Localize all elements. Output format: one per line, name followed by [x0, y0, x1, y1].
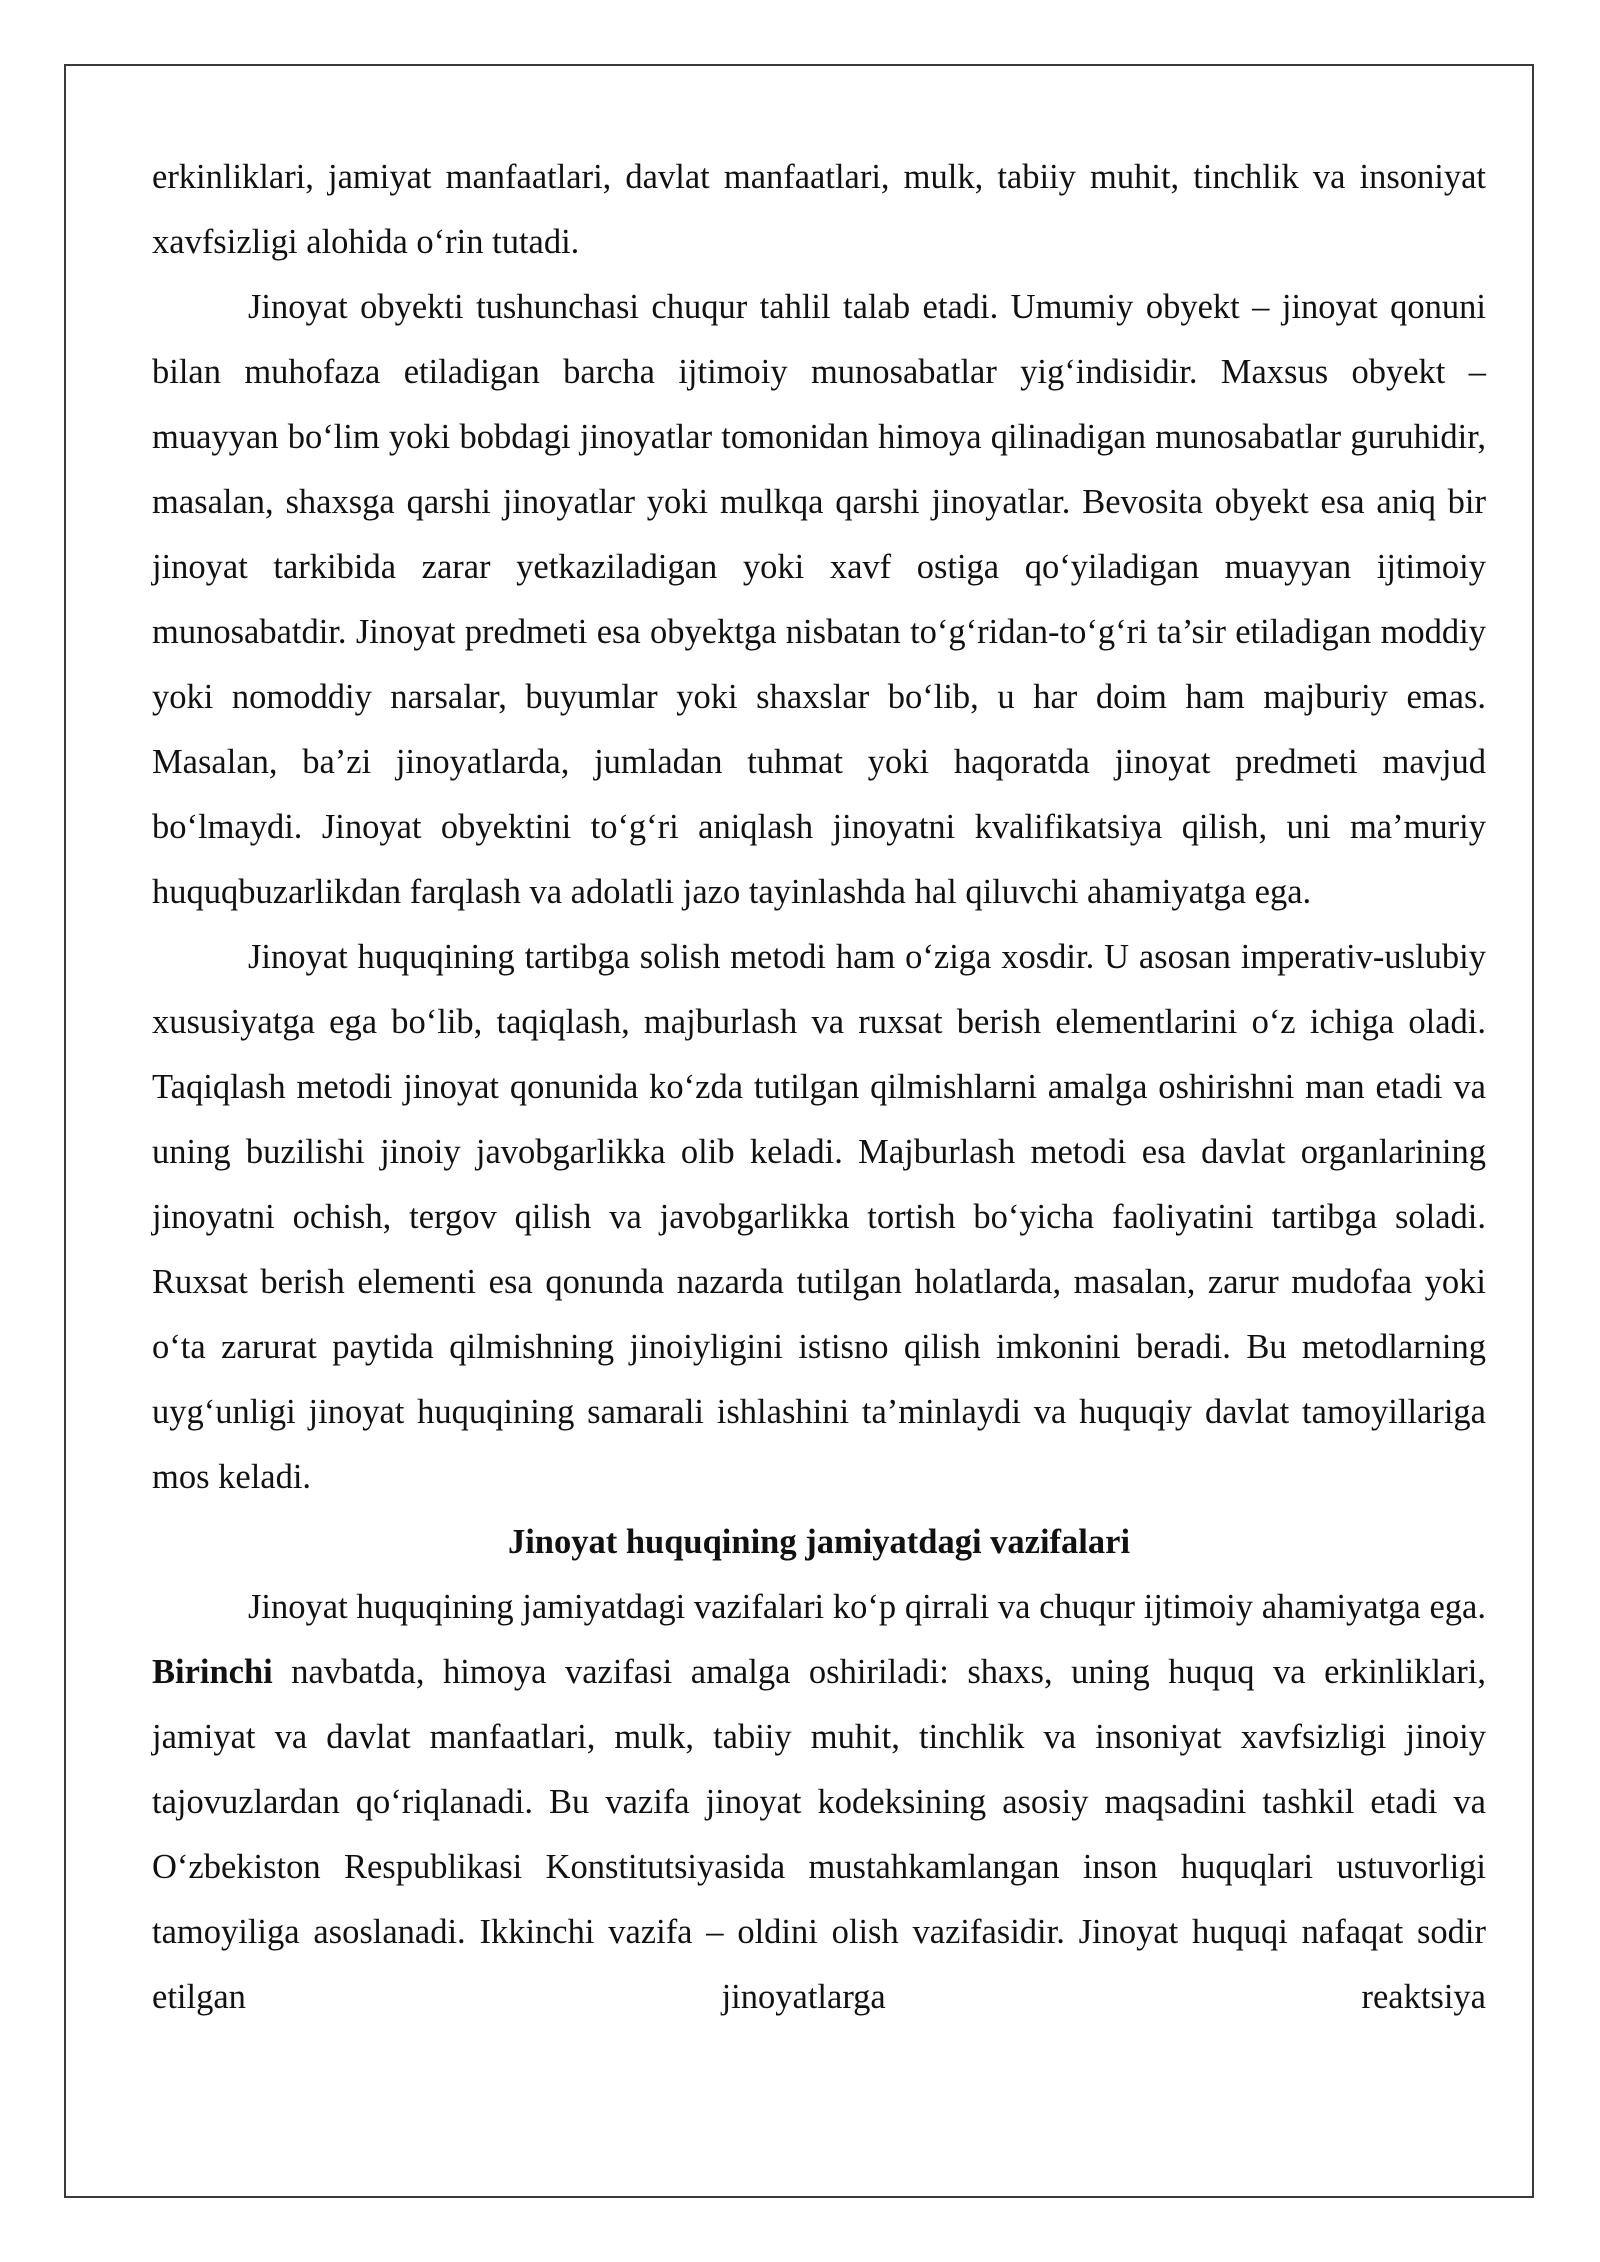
paragraph-4 — [152, 1575, 1486, 2030]
paragraph-2: Jinoyat obyekti tushunchasi chuqur tahlil talab etadi. Umumiy obyekt – jinoyat qonuni bilan muhofaza etiladigan barcha ijtimoiy munosabatlar yig‘indisidir. Maxsus obyekt – muayyan bo‘lim yoki bobdagi jinoyatlar tomonidan himoya qilinadigan munosabatlar guruhidir, masalan, shaxsga qarshi jinoyatlar yoki mulkqa qarshi jinoyatlar. Bevosita obyekt esa aniq bir jinoyat tarkibida zarar yetkaziladigan yoki xavf ostiga qo‘yiladigan muayyan ijtimoiy munosabatdir. Jinoyat predmeti esa obyektga nisbatan to‘g‘ridan-to‘g‘ri ta’sir etiladigan moddiy yoki nomoddiy narsalar, buyumlar yoki shaxslar bo‘lib, u har doim ham majburiy emas. Masalan, ba’zi jinoyatlarda, jumladan tuhmat yoki haqoratda jinoyat predmeti mavjud bo‘lmaydi. Jinoyat obyektini to‘g‘ri aniqlash jinoyatni kvalifikatsiya qilish, uni ma’muriy huquqbuzarlikdan farqlash va adolatli jazo tayinlashda hal qiluvchi ahamiyatga ega. — [152, 288, 1486, 911]
section-heading: Jinoyat huquqining jamiyatdagi vazifalari — [507, 1523, 1131, 1561]
document-body — [152, 145, 1486, 2030]
paragraph-4-bold: Birinchi — [152, 1653, 273, 1691]
paragraph-1: erkinliklari, jamiyat manfaatlari, davlat manfaatlari, mulk, tabiiy muhit, tinchlik va insoniyat xavfsizligi alohida o‘rin tutadi. — [152, 158, 1486, 261]
paragraph-3: Jinoyat huquqining tartibga solish metodi ham o‘ziga xosdir. U asosan imperativ-uslubiy xususiyatga ega bo‘lib, taqiqlash, majburlash va ruxsat berish elementlarini o‘z ichiga oladi. Taqiqlash metodi jinoyat qonunida ko‘zda tutilgan qilmishlarni amalga oshirishni man etadi va uning buzilishi jinoiy javobgarlikka olib keladi. Majburlash metodi esa davlat organlarining jinoyatni ochish, tergov qilish va javobgarlikka tortish bo‘yicha faoliyatini tartibga soladi. Ruxsat berish elementi esa qonunda nazarda tutilgan holatlarda, masalan, zarur mudofaa yoki o‘ta zarurat paytida qilmishning jinoiyligini istisno qilish imkonini beradi. Bu metodlarning uyg‘unligi jinoyat huquqining samarali ishlashini ta’minlaydi va huquqiy davlat tamoyillariga mos keladi. — [152, 938, 1486, 1496]
paragraph-4-start: Jinoyat huquqining jamiyatdagi vazifalari ko‘p qirrali va chuqur ijtimoiy ahamiyatga ega. — [248, 1588, 1486, 1626]
paragraph-4-rest: navbatda, himoya vazifasi amalga oshiriladi: shaxs, uning huquq va erkinliklari, jamiyat va davlat manfaatlari, mulk, tabiiy muhit, tinchlik va insoniyat xavfsizligi jinoiy tajovuzlardan qo‘riqlanadi. Bu vazifa jinoyat kodeksining asosiy maqsadini tashkil etadi va O‘zbekiston Respublikasi Konstitutsiyasida mustahkamlangan inson huquqlari ustuvorligi tamoyiliga asoslanadi. Ikkinchi vazifa – oldini olish vazifasidir. Jinoyat huquqi nafaqat sodir etilgan jinoyatlarga reaktsiya — [152, 1653, 1486, 2016]
